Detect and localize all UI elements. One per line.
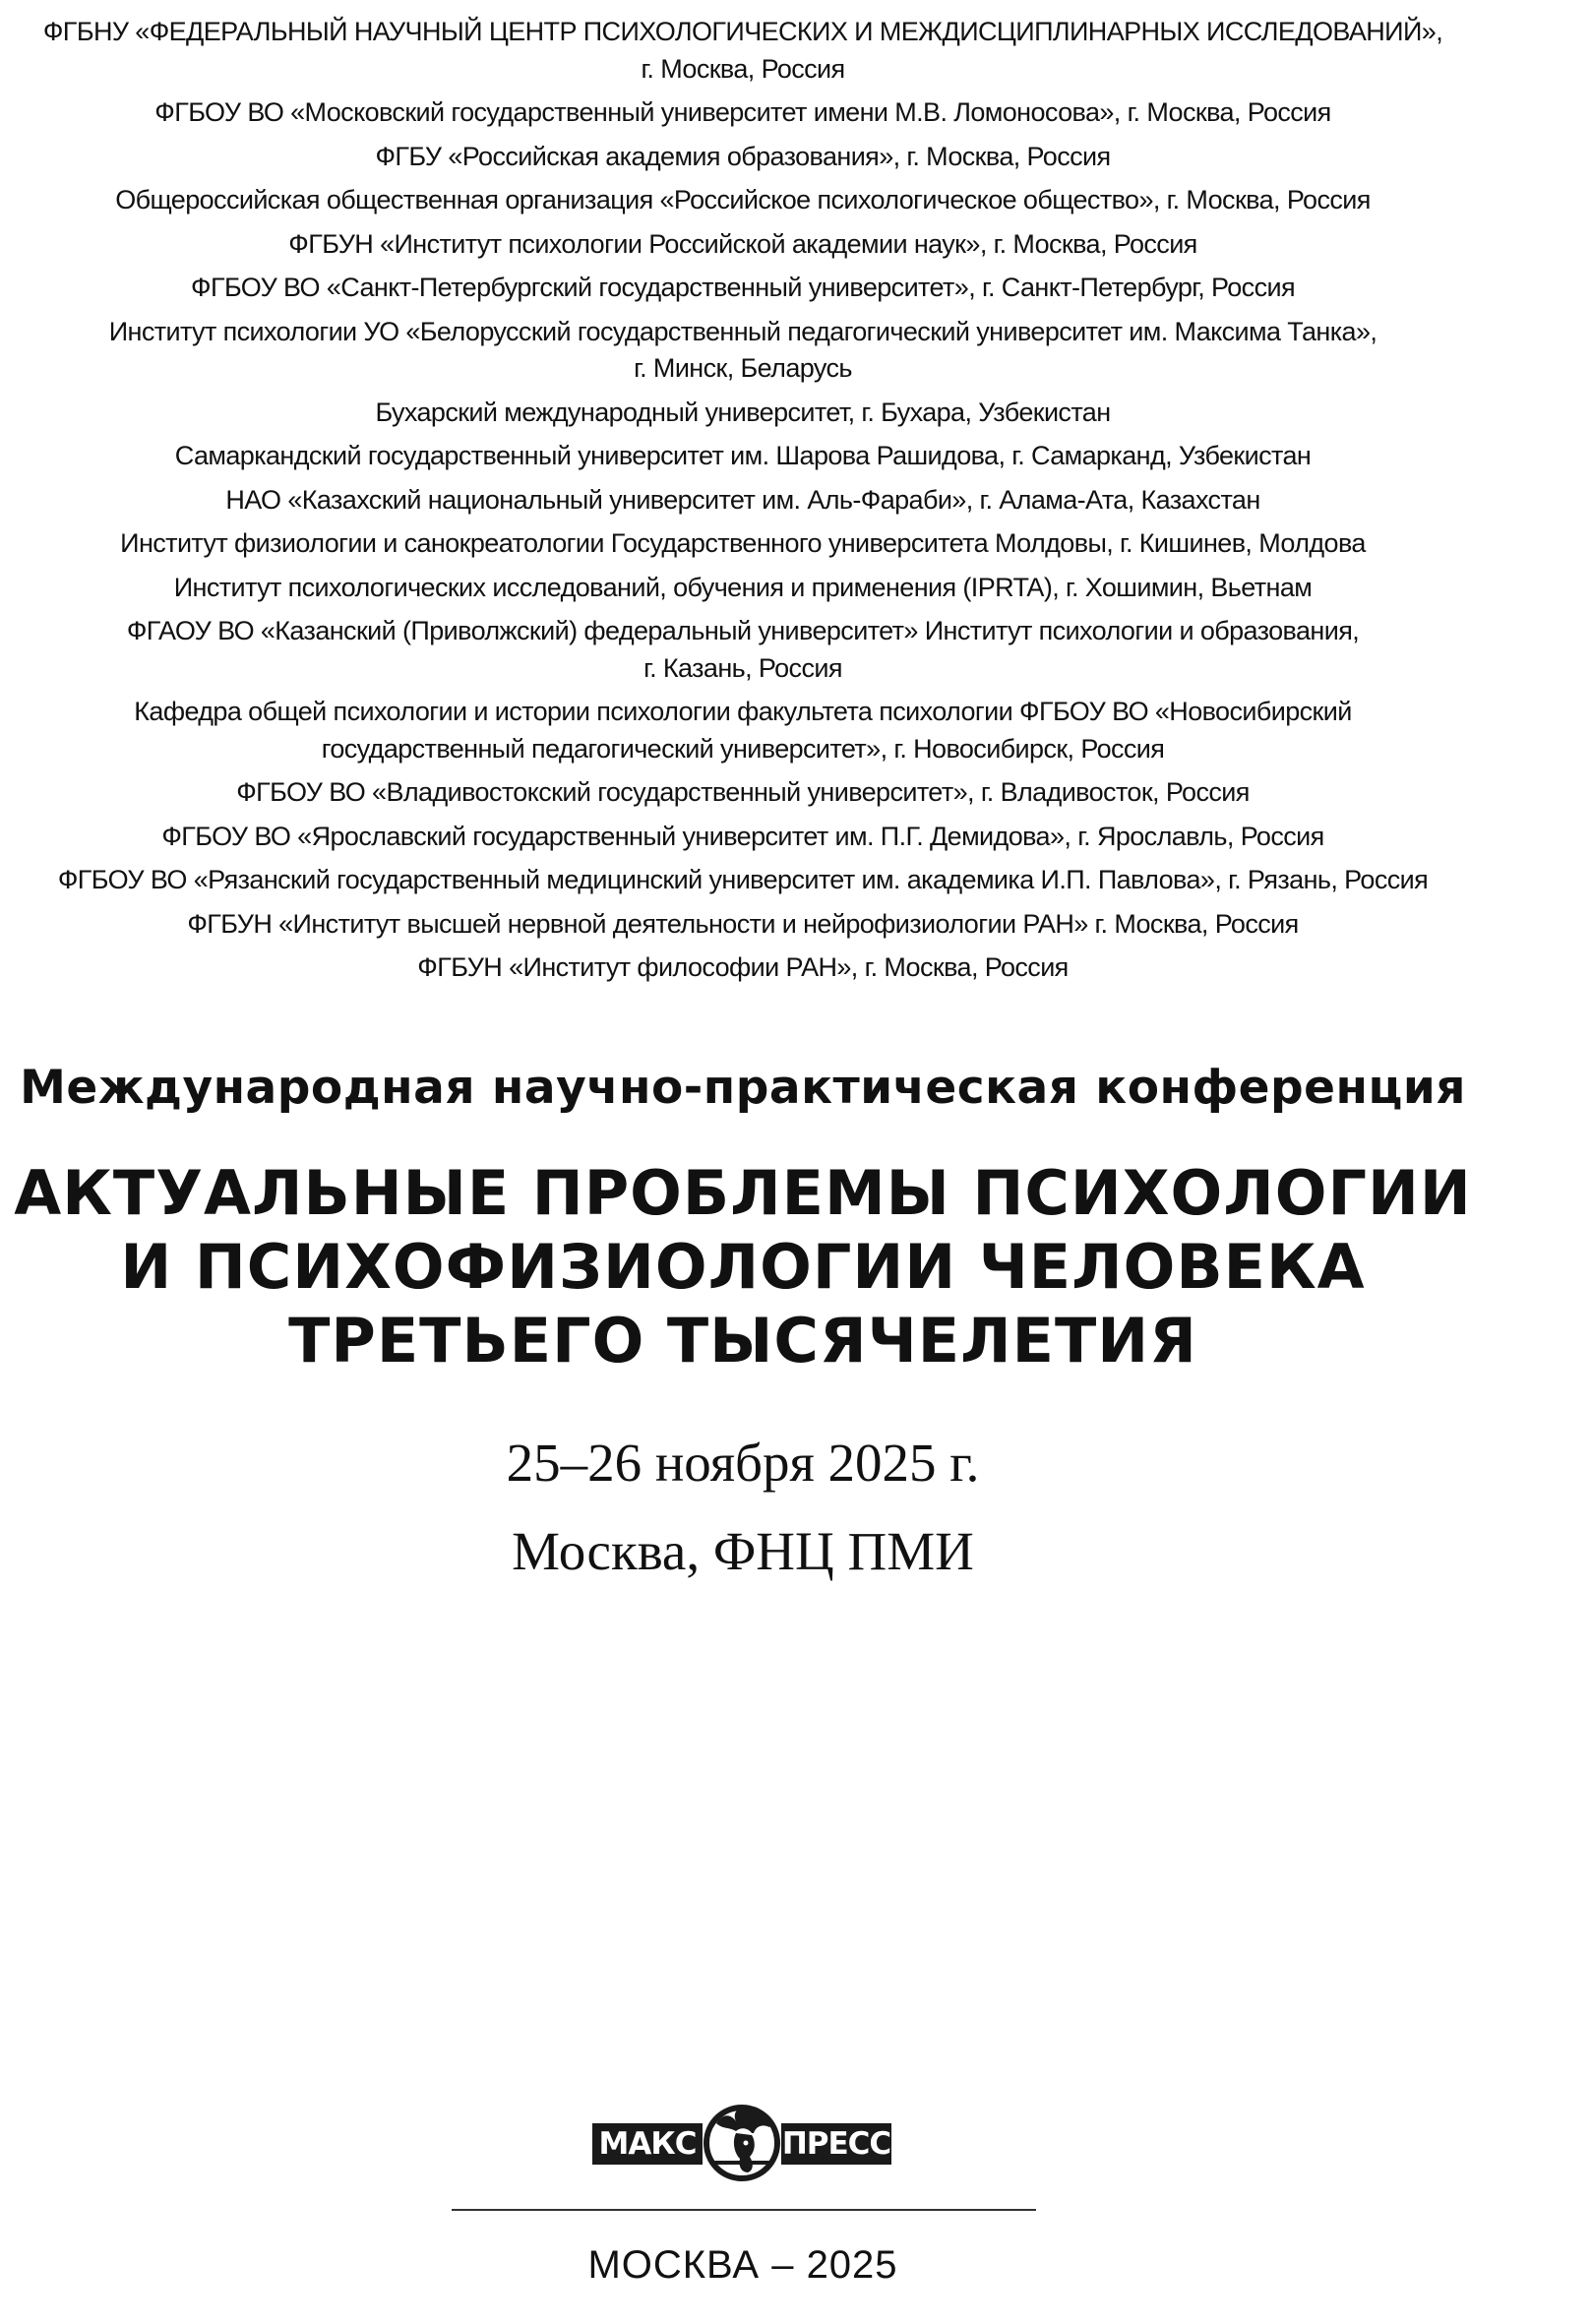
affiliation-line: г. Минск, Беларусь [634, 353, 852, 383]
affiliation-item [0, 314, 1486, 388]
affiliation-line: ФГБУН «Институт высшей нервной деятельности и нейрофизиологии РАН» г. Москва, Россия [187, 908, 1299, 939]
conference-venue: Москва, ФНЦ ПМИ [512, 1521, 974, 1581]
conference-dates: 25–26 ноября 2025 г. [506, 1433, 980, 1493]
moose-emblem-icon [703, 2094, 781, 2186]
affiliation-line: ФГБОУ ВО «Владивостокский государственный университет», г. Владивосток, Россия [236, 777, 1250, 807]
affiliation-line: ФГБНУ «ФЕДЕРАЛЬНЫЙ НАУЧНЫЙ ЦЕНТР ПСИХОЛОГИЧЕСКИХ И МЕЖДИСЦИПЛИНАРНЫХ ИССЛЕДОВАНИЙ», [42, 17, 1443, 46]
affiliation-line: г. Казань, Россия [643, 652, 842, 683]
affiliation-item [0, 525, 1486, 563]
affiliation-line: ФГБУ «Российская академия образования», г. Москва, Россия [375, 141, 1111, 171]
conference-title [0, 1156, 1486, 1377]
affiliation-item [0, 613, 1486, 687]
affiliation-line: ФГАОУ ВО «Казанский (Приволжский) федеральный университет» Институт психологии и образования, [126, 616, 1360, 645]
affiliation-item [0, 482, 1486, 520]
affiliation-line: Общероссийская общественная организация «Российское психологическое общество», г. Москва, Россия [115, 185, 1371, 214]
affiliation-item [0, 94, 1486, 132]
affiliation-line: ФГБУН «Институт психологии Российской академии наук», г. Москва, Россия [288, 228, 1197, 259]
affiliation-line: ФГБОУ ВО «Рязанский государственный медицинский университет им. академика И.П. Павлова», г. Рязань, Россия [57, 865, 1429, 894]
publisher-logo-left-text: МАКС [592, 2123, 703, 2165]
affiliation-item [0, 774, 1486, 812]
affiliation-item [0, 906, 1486, 944]
affiliation-item [0, 14, 1486, 88]
footer-divider [452, 2209, 1036, 2211]
affiliation-item [0, 395, 1486, 432]
conference-title-line: АКТУАЛЬНЫЕ ПРОБЛЕМЫ ПСИХОЛОГИИ [14, 1157, 1472, 1229]
affiliation-item [0, 819, 1486, 856]
conference-title-line: ТРЕТЬЕГО ТЫСЯЧЕЛЕТИЯ [288, 1305, 1197, 1376]
publisher-logo [592, 2094, 891, 2186]
conference-type: Международная научно-практическая конференция [20, 1061, 1466, 1115]
affiliation-line: НАО «Казахский национальный университет им. Аль-Фараби», г. Алама-Ата, Казахстан [225, 484, 1260, 515]
affiliation-line: Институт физиологии и санокреатологии Государственного университета Молдовы, г. Кишинев, Молдова [120, 528, 1366, 558]
affiliation-item [0, 949, 1486, 987]
affiliation-line: ФГБОУ ВО «Ярославский государственный университет им. П.Г. Демидова», г. Ярославль, Россия [161, 821, 1324, 851]
affiliation-line: г. Москва, Россия [641, 53, 845, 84]
affiliation-item [0, 139, 1486, 176]
affiliation-item [0, 862, 1486, 899]
affiliation-line: ФГБОУ ВО «Московский государственный университет имени М.В. Ломоносова», г. Москва, Россия [154, 97, 1331, 127]
affiliation-item [0, 270, 1486, 307]
affiliation-line: Институт психологии УО «Белорусский государственный педагогический университет им. Максима Танка», [108, 316, 1377, 346]
affiliation-line: ФГБОУ ВО «Санкт-Петербургский государственный университет», г. Санкт-Петербург, Россия [191, 273, 1295, 302]
conference-title-line: И ПСИХОФИЗИОЛОГИИ ЧЕЛОВЕКА [120, 1231, 1366, 1303]
affiliation-item [0, 438, 1486, 475]
affiliations-list [0, 14, 1486, 994]
affiliation-line: ФГБУН «Институт философии РАН», г. Москва, Россия [417, 952, 1069, 982]
affiliation-line: Бухарский международный университет, г. Бухара, Узбекистан [375, 397, 1111, 427]
affiliation-line: Институт психологических исследований, обучения и применения (IPRTA), г. Хошимин, Вьетнам [173, 572, 1313, 602]
affiliation-line: Самаркандский государственный университет им. Шарова Рашидова, г. Самарканд, Узбекистан [174, 441, 1312, 470]
affiliation-item [0, 694, 1486, 767]
affiliation-line: государственный педагогический университет», г. Новосибирск, Россия [321, 733, 1165, 764]
affiliation-item [0, 182, 1486, 219]
place-year: МОСКВА – 2025 [587, 2243, 898, 2287]
publisher-logo-right-text: ПРЕСС [781, 2123, 891, 2165]
affiliation-item [0, 226, 1486, 264]
affiliation-line: Кафедра общей психологии и истории психологии факультета психологии ФГБОУ ВО «Новосибирский [134, 697, 1352, 726]
affiliation-item [0, 570, 1486, 607]
